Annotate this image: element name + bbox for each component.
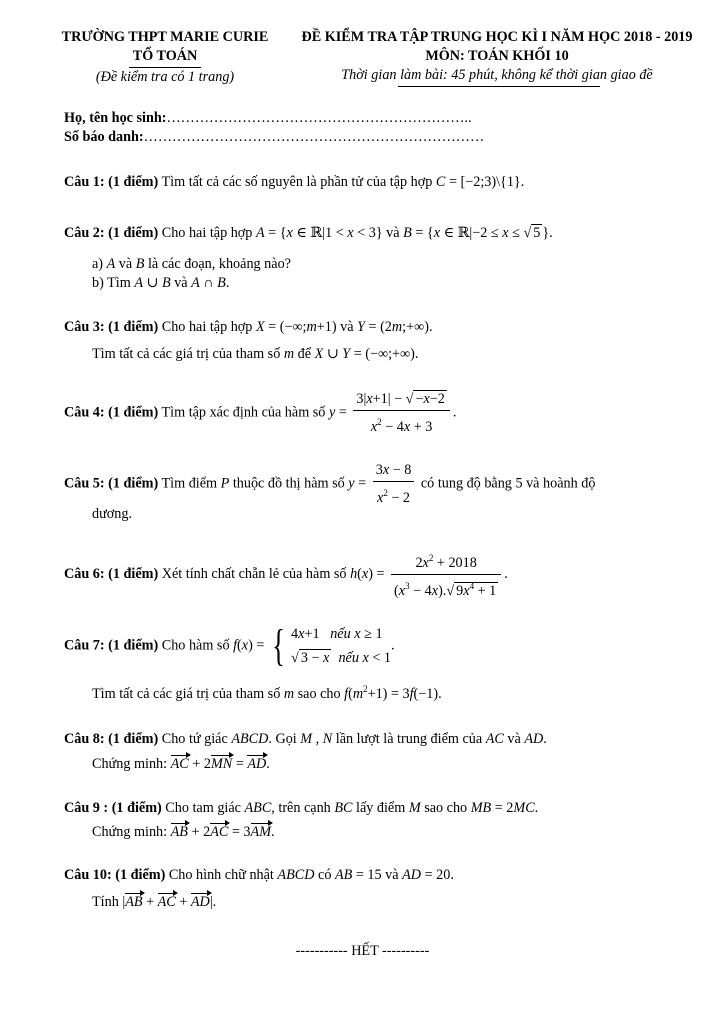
student-id-line: Số báo danh:………………………………………………………………	[64, 129, 485, 145]
question-10-line2: Tính |AB + AC + AD|.	[92, 894, 217, 910]
question-5-line2: dương.	[92, 506, 133, 522]
question-9-line2: Chứng minh: AB + 2AC = 3AM.	[92, 824, 275, 840]
question-9: Câu 9 : (1 điểm) Cho tam giác ABC, trên cạnh BC lấy điểm M sao cho MB = 2MC.	[64, 800, 539, 816]
department-name: TỔ TOÁN	[129, 47, 202, 68]
question-8: Câu 8: (1 điểm) Cho tứ giác ABCD. Gọi M , N lần lượt là trung điểm của AC và AD.	[64, 731, 547, 747]
question-2b: b) Tìm A ∪ B và A ∩ B.	[92, 275, 230, 291]
question-5: Câu 5: (1 điểm) Tìm điểm P thuộc đồ thị hàm số y = $\frac{3x - 8}{x^2 - 2}$ có tung độ bằng 5 và hoành độ	[64, 462, 596, 506]
question-3: Câu 3: (1 điểm) Cho hai tập hợp X = (−∞;m+1) và Y = (2m;+∞).	[64, 319, 433, 335]
question-2a: a) A và B là các đoạn, khoảng nào?	[92, 256, 291, 272]
question-2: Câu 2: (1 điểm) Cho hai tập hợp A = {x ∈ ℝ|1 < x < 3} và B = {x ∈ ℝ|−2 ≤ x ≤ √ 5 }.	[64, 225, 553, 241]
question-7-line2: Tìm tất cả các giá trị của tham số m sao cho $f(m^2+1) = 3f(-1)$.	[92, 684, 442, 702]
question-10: Câu 10: (1 điểm) Cho hình chữ nhật ABCD có AB = 15 và AD = 20.	[64, 867, 454, 883]
student-name-line: Họ, tên học sinh:………………………………………………………..	[64, 110, 472, 126]
question-1: Câu 1: (1 điểm) Tìm tất cả các số nguyên là phần tử của tập hợp C = [−2;3)\{1}.	[64, 174, 525, 190]
header-right	[282, 28, 712, 85]
question-8-line2: Chứng minh: AC + 2MN = AD.	[92, 756, 270, 772]
question-6: Câu 6: (1 điểm) Xét tính chất chẵn lẻ của hàm số h(x) = $\frac{2x^2 + 2018}{(x^3 - 4x).√ 9x^4 + 1}$ .	[64, 549, 508, 600]
subject: MÔN: TOÁN KHỐI 10	[425, 48, 569, 64]
time-note: Thời gian làm bài: 45 phút, không kể thời gian giao đề	[341, 67, 653, 83]
header-underline	[398, 86, 600, 87]
question-4: Câu 4: (1 điểm) Tìm tập xác định của hàm số y = $\frac{3|x+1| - √ -x-2}{x^2 - 4x + 3}$ .	[64, 391, 457, 435]
question-7: Câu 7: (1 điểm) Cho hàm số f(x) = { 4x+1 nếu x ≥ 1 √ 3 − x nếu x < 1 .	[64, 621, 395, 670]
header-left	[50, 28, 280, 87]
exam-title: ĐỀ KIỂM TRA TẬP TRUNG HỌC KÌ I NĂM HỌC 2018 - 2019	[301, 29, 693, 45]
question-3-line2: Tìm tất cả các giá trị của tham số m để X ∪ Y = (−∞;+∞).	[92, 346, 419, 362]
end-marker: ----------- HẾT ----------	[295, 943, 430, 959]
pages-note: (Đề kiểm tra có 1 trang)	[95, 69, 235, 85]
school-name: TRƯỜNG THPT MARIE CURIE	[61, 29, 269, 45]
